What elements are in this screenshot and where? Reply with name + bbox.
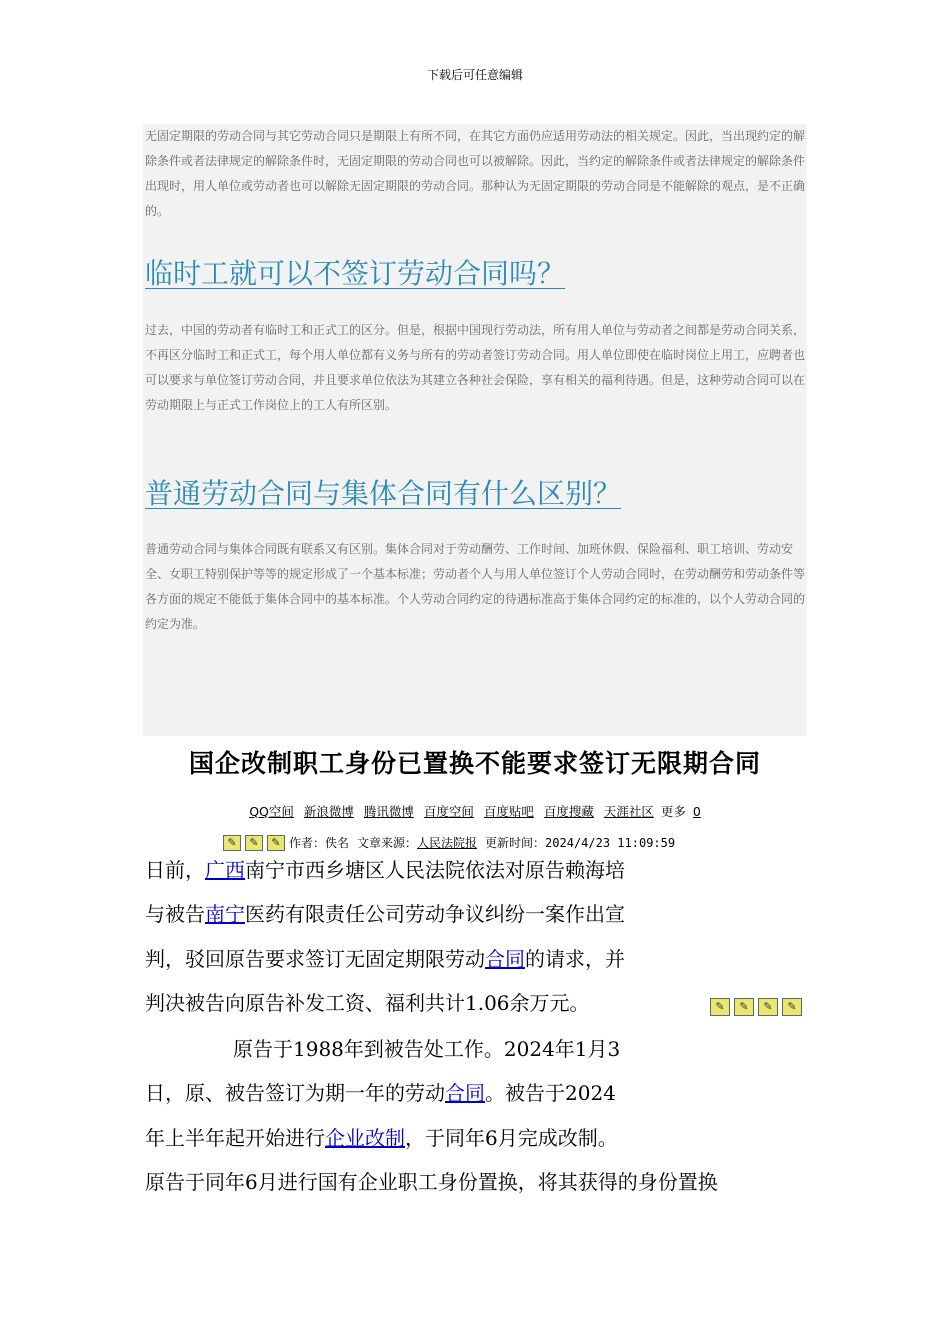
- share-baidu-soucang-link[interactable]: 百度搜藏: [543, 804, 594, 819]
- text-run: 南宁市西乡塘区人民法院依法对原告赖海培: [245, 858, 625, 882]
- text-run: 。被告于2024: [485, 1081, 616, 1105]
- intro-paragraph: 无固定期限的劳动合同与其它劳动合同只是期限上有所不同，在其它方面仍应适用劳动法的相关规定。因此，当出现约定的解除条件或者法律规定的解除条件时，无固定期限的劳动合同也可以被解除。因此，当约定的解除条件或者法律规定的解除条件出现时，用人单位或劳动者也可以解除无固定期限的劳动合同。那种认为无固定期限的劳动合同是不能解除的观点，是不正确的。: [145, 129, 806, 218]
- font-size-icon[interactable]: ✎: [245, 835, 263, 851]
- faq-answer-temp-workers: 过去，中国的劳动者有临时工和正式工的区分。但是，根据中国现行劳动法，所有用人单位与劳动者之间都是劳动合同关系，不再区分临时工和正式工，每个用人单位都有义务与所有的劳动者签订劳动合同。用人单位即使在临时岗位上用工，应聘者也可以要求与单位签订劳动合同，并且要求单位依法为其建立各种社会保险，享有相关的福利待遇。但是，这种劳动合同可以在劳动期限上与正式工作岗位上的工人有所区别。: [145, 323, 806, 412]
- contract-link-2[interactable]: 合同: [445, 1081, 485, 1105]
- share-count-link[interactable]: 0: [692, 804, 701, 819]
- contract-link[interactable]: 合同: [485, 947, 525, 971]
- text-run: 的请求，并: [525, 947, 625, 971]
- text-run: 与被告: [145, 902, 205, 926]
- tool-icon[interactable]: ✎: [758, 998, 778, 1016]
- share-qzone-link[interactable]: QQ空间: [249, 804, 294, 819]
- share-baidu-space-link[interactable]: 百度空间: [423, 804, 474, 819]
- text-run: 医药有限责任公司劳动争议纠纷一案作出宣: [245, 902, 625, 926]
- faq-answer-collective-contract: 普通劳动合同与集体合同既有联系又有区别。集体合同对于劳动酬劳、工作时间、加班休假、保险福利、职工培训、劳动安全、女职工特别保护等等的规定形成了一个基本标准；劳动者个人与用人单位签订个人劳动合同时，在劳动酬劳和劳动条件等各方面的规定不能低于集体合同中的基本标准。个人劳动合同约定的待遇标准高于集体合同约定的标准的，以个人劳动合同的约定为准。: [145, 542, 806, 631]
- update-time: 更新时间：2024/4/23 11:09:59: [485, 836, 676, 850]
- tool-icon[interactable]: ✎: [734, 998, 754, 1016]
- article-line: 原告于1988年到被告处工作。2024年1月3: [233, 1037, 621, 1061]
- nanning-link[interactable]: 南宁: [205, 902, 245, 926]
- header-note: 下载后可任意编辑: [426, 68, 523, 82]
- source-label: 文章来源：: [357, 836, 418, 850]
- article-line: [145, 1116, 618, 1161]
- enterprise-reform-link[interactable]: 企业改制: [325, 1126, 405, 1150]
- tool-icon[interactable]: ✎: [782, 998, 802, 1016]
- toolbar-icons: [710, 998, 806, 1016]
- source-link[interactable]: 人民法院报: [417, 836, 478, 850]
- share-more-label[interactable]: 更多: [660, 804, 686, 819]
- article-title: 国企改制职工身份已置换不能要求签订无限期合同: [188, 749, 761, 778]
- article-line: [145, 892, 625, 937]
- text-run: 日前，: [145, 858, 205, 882]
- share-sina-weibo-link[interactable]: 新浪微博: [303, 804, 354, 819]
- text-run: 年上半年起开始进行: [145, 1126, 325, 1150]
- text-run: ，于同年6月完成改制。: [405, 1126, 618, 1150]
- tool-icon[interactable]: ✎: [710, 998, 730, 1016]
- article-line: [145, 848, 625, 893]
- share-baidu-tieba-link[interactable]: 百度贴吧: [483, 804, 534, 819]
- article-line: [145, 937, 625, 982]
- author-label: 作者：佚名: [289, 836, 350, 850]
- article-line: 原告于同年6月进行国有企业职工身份置换，将其获得的身份置换: [145, 1170, 718, 1194]
- text-run: 判，驳回原告要求签订无固定期限劳动: [145, 947, 485, 971]
- faq-question-temp-workers[interactable]: 临时工就可以不签订劳动合同吗？: [145, 257, 566, 290]
- faq-question-collective-contract[interactable]: 普通劳动合同与集体合同有什么区别？: [145, 477, 622, 510]
- article-line: 判决被告向原告补发工资、福利共计1.06余万元。: [145, 991, 590, 1015]
- font-size-icon[interactable]: ✎: [223, 835, 241, 851]
- font-size-icon[interactable]: ✎: [267, 835, 285, 851]
- article-line: [145, 1071, 616, 1116]
- share-tencent-weibo-link[interactable]: 腾讯微博: [363, 804, 414, 819]
- share-bar: [0, 802, 950, 820]
- share-tianya-link[interactable]: 天涯社区: [603, 804, 654, 819]
- text-run: 日，原、被告签订为期一年的劳动: [145, 1081, 445, 1105]
- guangxi-link[interactable]: 广西: [205, 858, 245, 882]
